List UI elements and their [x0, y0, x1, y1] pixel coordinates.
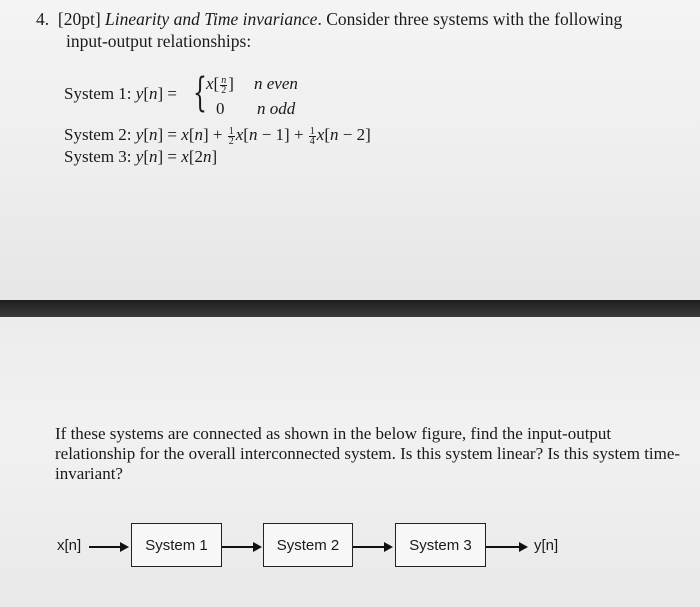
- system2-equation: System 2: y[n] = x[n] + $\frac{1}{2}$ x[n − 1] + $\frac{1}{4}$ x[n − 2]: [64, 125, 371, 147]
- system1-equation: System 1: y[n] =: [64, 84, 178, 103]
- system3-equation: System 3: y[n] = x[2n]: [64, 147, 218, 166]
- system1-case-even: x[ $\frac{n}{2}$ ]: [206, 74, 234, 96]
- arrow-input-to-system1: [89, 546, 127, 548]
- system3-block: System 3: [395, 523, 486, 567]
- question-points: [20pt]: [57, 9, 101, 29]
- system1-block: System 1: [131, 523, 222, 567]
- arrow-system1-to-system2: [222, 546, 260, 548]
- piecewise-brace: {: [193, 70, 207, 116]
- output-label: y[n]: [534, 537, 559, 554]
- system2-label: System 2:: [64, 125, 136, 144]
- system1-cond-odd: n odd: [257, 99, 296, 118]
- arrow-system3-to-output: [486, 546, 526, 548]
- question-prompt: If these systems are connected as shown in the below figure, find the input-output relationship for the overall interconnected system. Is this system linear? Is this system time-invariant?: [55, 424, 681, 483]
- arrow-system2-to-system3: [353, 546, 391, 548]
- input-label: x[n]: [57, 537, 82, 554]
- system1-case-odd: 0: [216, 99, 225, 118]
- system2-block: System 2: [263, 523, 353, 567]
- question-title: Linearity and Time invariance: [105, 9, 318, 29]
- question-intro: . Consider three systems with the following: [317, 9, 623, 29]
- system3-label: System 3:: [64, 147, 136, 166]
- system1-cond-even: n even: [254, 74, 298, 93]
- block-diagram: [0, 510, 700, 590]
- question-number: 4.: [36, 9, 50, 29]
- question-heading: [36, 9, 622, 30]
- page-divider-bar: [0, 300, 700, 317]
- system1-label: System 1:: [64, 84, 136, 103]
- question-intro-line2: input-output relationships:: [66, 31, 252, 51]
